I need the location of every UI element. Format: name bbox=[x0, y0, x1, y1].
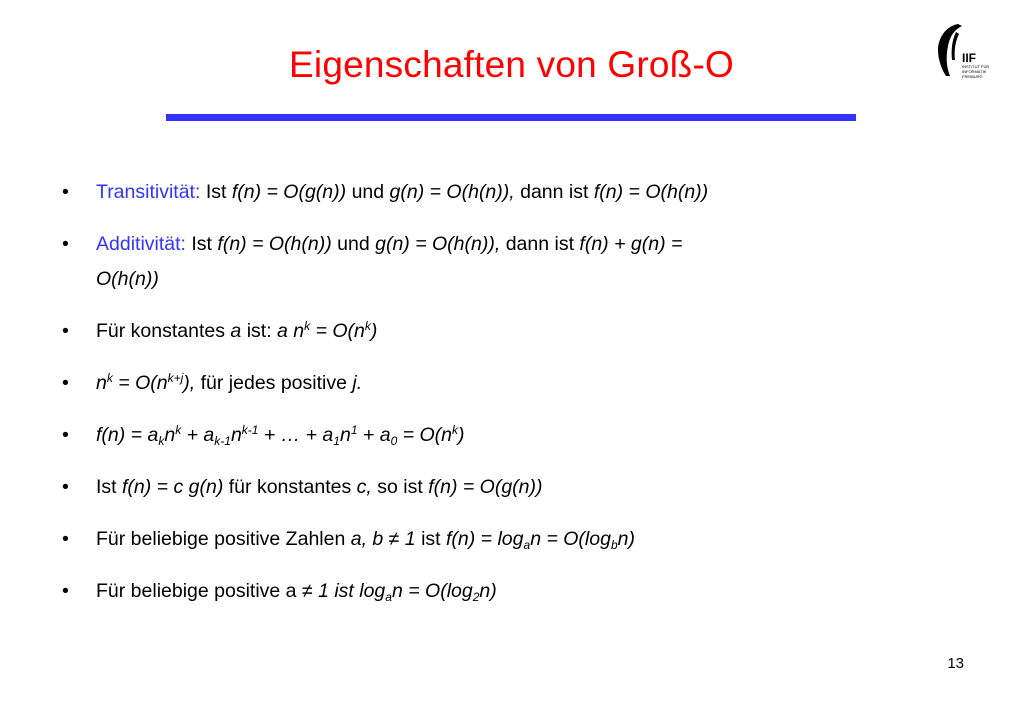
formula: f(n) + g(n) = bbox=[579, 233, 683, 255]
bullet-log-base-2 bbox=[62, 574, 962, 609]
text: und bbox=[351, 181, 385, 203]
formula: g(n) = O(h(n)), bbox=[375, 233, 501, 255]
formula: j. bbox=[352, 372, 363, 394]
formula: a $n^k = O(n^k)$ bbox=[277, 319, 378, 342]
keyword-additivity: Additivität: bbox=[96, 233, 186, 255]
bullet-polynomial bbox=[62, 418, 962, 453]
keyword-transitivity: Transitivität: bbox=[96, 181, 201, 203]
formula: g(n) = O(h(n)), bbox=[389, 181, 515, 203]
formula: a bbox=[230, 320, 242, 342]
bullet-list bbox=[62, 175, 962, 626]
text: Für beliebige positive a ≠ bbox=[96, 580, 313, 602]
text: Für beliebige positive Zahlen bbox=[96, 528, 346, 550]
formula: f(n) = O(g(n)) bbox=[428, 476, 543, 498]
bullet-marker: • bbox=[62, 476, 69, 498]
bullet-power-increase bbox=[62, 366, 962, 401]
text: Ist bbox=[96, 476, 117, 498]
text: für jedes positive bbox=[200, 372, 347, 394]
logo-letters: IIF bbox=[962, 51, 976, 65]
text: Ist bbox=[205, 181, 227, 203]
bullet-transitivity bbox=[62, 175, 962, 210]
bullet-constant-factor bbox=[62, 314, 962, 349]
formula: f(n) = c g(n) bbox=[122, 476, 224, 498]
title-underline bbox=[166, 114, 856, 121]
formula: c, bbox=[356, 476, 372, 498]
formula: f(n) = O(h(n)) bbox=[217, 233, 332, 255]
bullet-marker: • bbox=[62, 528, 69, 550]
bullet-marker: • bbox=[62, 233, 69, 255]
bullet-marker: • bbox=[62, 580, 69, 602]
formula: $f(n) = a_kn^k + a_{k-1}n^{k-1}$ + … + $a_1n^1 + a_0 = O(n^k)$ bbox=[96, 423, 465, 448]
iif-logo-icon bbox=[932, 20, 994, 80]
formula: O(h(n)) bbox=[96, 268, 159, 290]
slide-title: Eigenschaften von Groß-O bbox=[289, 44, 734, 85]
text: so ist bbox=[377, 476, 423, 498]
bullet-marker: • bbox=[62, 320, 69, 342]
formula: a, b ≠ 1 bbox=[350, 528, 416, 550]
formula: f(n) = O(h(n)) bbox=[593, 181, 709, 203]
bullet-marker: • bbox=[62, 372, 69, 394]
text: Ist bbox=[191, 233, 212, 255]
text: ist bbox=[421, 528, 441, 550]
logo-line-2: INFORMATIK bbox=[962, 69, 987, 74]
formula: $n^k = O(n^{k+j})$, bbox=[96, 371, 196, 394]
text: ist: bbox=[246, 320, 272, 342]
logo-line-3: FREIBURG bbox=[962, 74, 983, 79]
formula: 1 ist $\log_an = O(\log_2n)$ bbox=[318, 580, 497, 604]
bullet-marker: • bbox=[62, 424, 69, 446]
bullet-constant-multiple bbox=[62, 470, 962, 505]
bullet-log-base bbox=[62, 522, 962, 557]
bullet-marker: • bbox=[62, 181, 69, 203]
iif-logo bbox=[932, 20, 994, 80]
logo-line-1: INSTITUT FÜR bbox=[962, 64, 990, 69]
text: und bbox=[337, 233, 370, 255]
text: Für konstantes bbox=[96, 320, 225, 342]
text: dann ist bbox=[505, 233, 574, 255]
bullet-additivity bbox=[62, 227, 962, 297]
text: dann ist bbox=[520, 181, 589, 203]
text: für konstantes bbox=[228, 476, 352, 498]
formula: $f(n) = \log_an = O(\log_bn)$ bbox=[446, 528, 635, 552]
page-number: 13 bbox=[947, 655, 964, 672]
formula: f(n) = O(g(n)) bbox=[231, 181, 347, 203]
